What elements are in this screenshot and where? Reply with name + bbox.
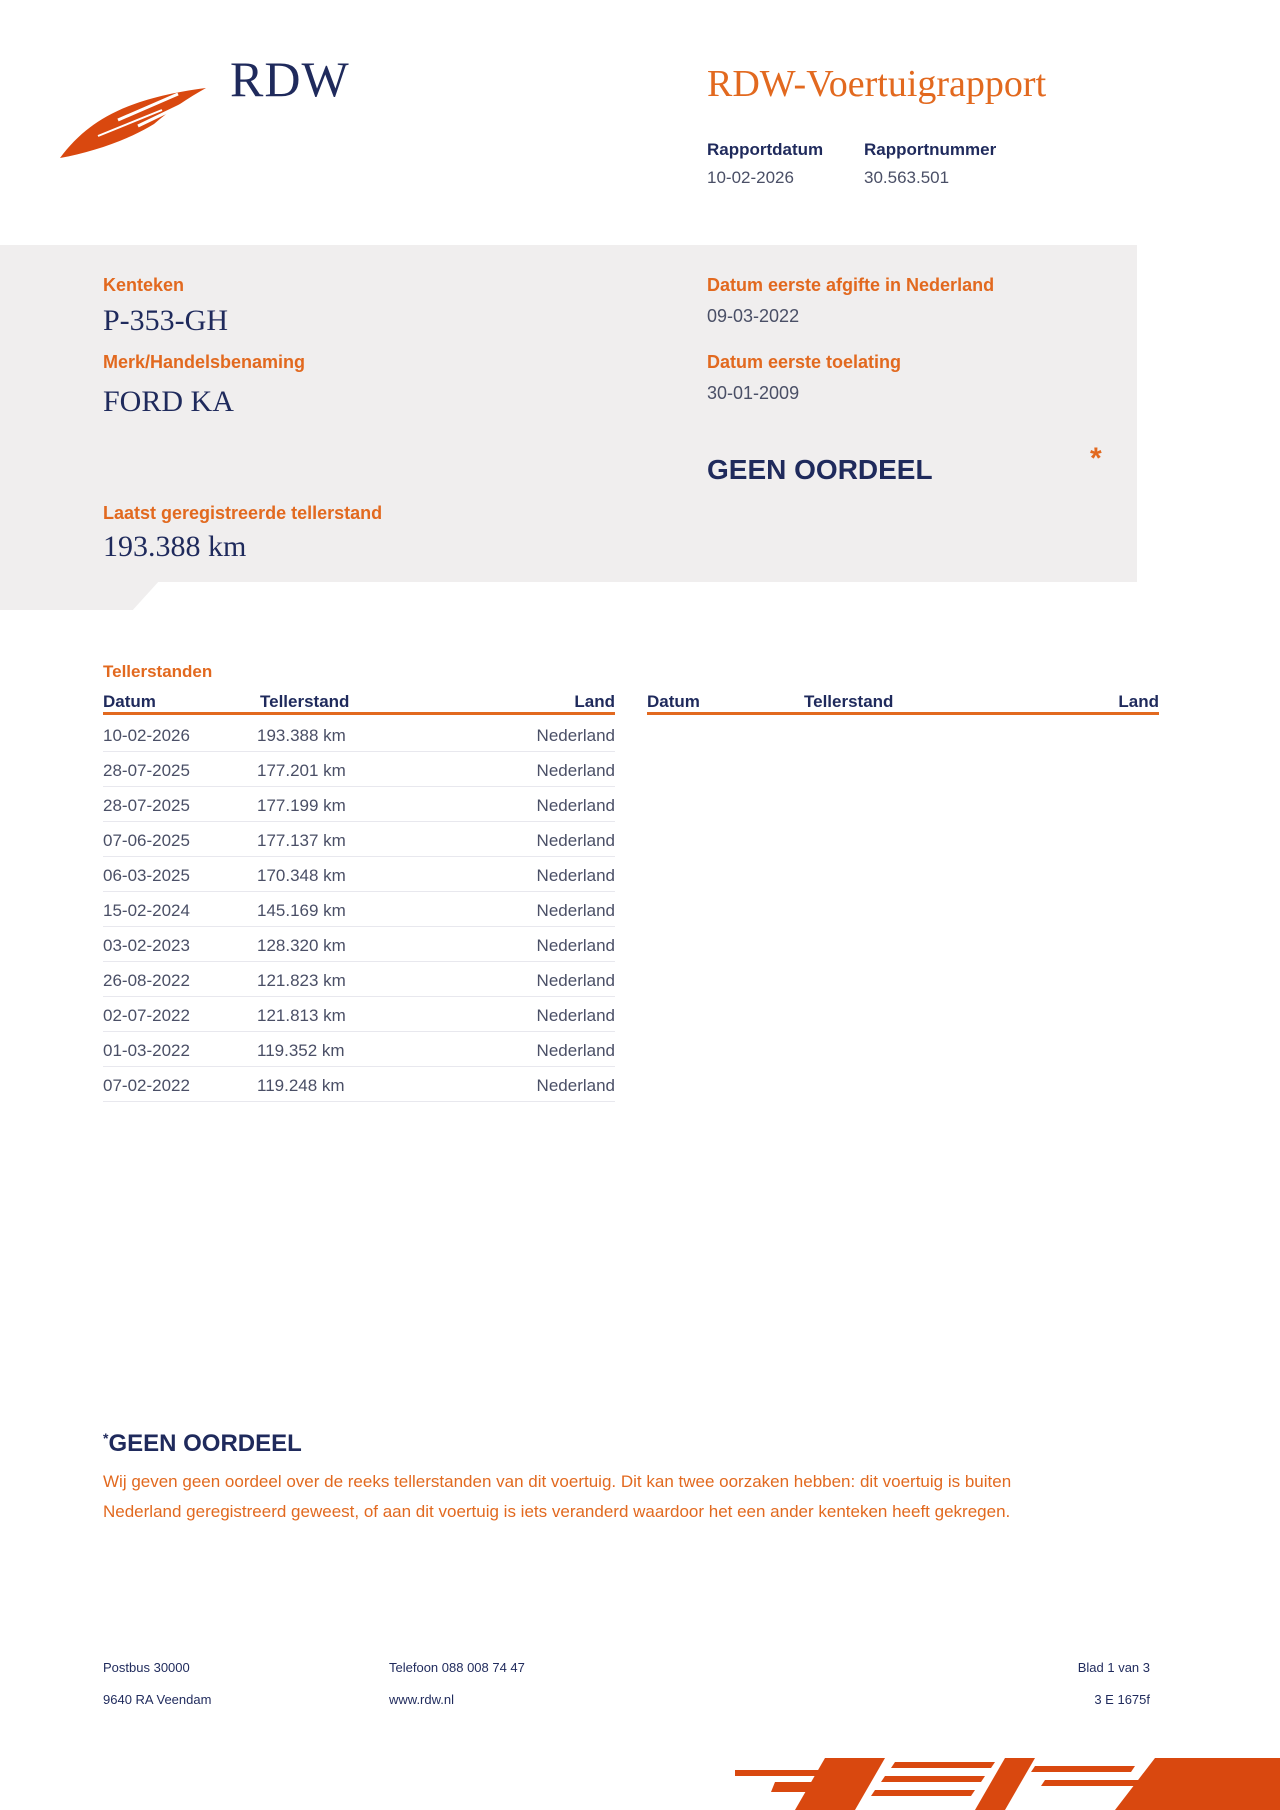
footer-website[interactable]: www.rdw.nl	[389, 1692, 455, 1707]
row-odometer: 121.823 km	[257, 971, 346, 990]
row-country: Nederland	[536, 866, 615, 885]
col-odometer: Tellerstand	[260, 692, 350, 711]
table-row	[103, 962, 615, 997]
table-header-rule	[103, 712, 615, 715]
decorative-stripes-icon	[735, 1758, 1280, 1810]
row-country: Nederland	[536, 761, 615, 780]
row-country: Nederland	[536, 1041, 615, 1060]
note-title-text: GEEN OORDEEL	[108, 1430, 302, 1457]
row-date: 07-06-2025	[103, 831, 190, 850]
row-odometer: 177.137 km	[257, 831, 346, 850]
footer-phone: Telefoon 088 008 74 47	[389, 1660, 525, 1675]
report-date: 10-02-2026	[707, 168, 794, 187]
row-odometer: 193.388 km	[257, 726, 346, 745]
report-title: RDW-Voertuigrapport	[707, 63, 1047, 105]
row-odometer: 170.348 km	[257, 866, 346, 885]
row-date: 28-07-2025	[103, 796, 190, 815]
verdict: GEEN OORDEEL	[707, 454, 933, 485]
logo-text: RDW	[230, 51, 350, 107]
col-date: Datum	[103, 692, 156, 711]
row-odometer: 119.352 km	[257, 1041, 345, 1060]
table-row	[103, 717, 615, 752]
plate-label: Kenteken	[103, 275, 185, 295]
note-text: Wij geven geen oordeel over de reeks tellerstanden van dit voertuig. Dit kan twee oorzaken hebben: dit voertuig is buiten Nederland geregistreerd geweest, of aan dit voertuig is iets veranderd waardoor het een ander kenteken heeft gekregen.	[103, 1472, 1012, 1521]
rdw-logo-icon	[58, 80, 210, 162]
footer-address-line2: 9640 RA Veendam	[103, 1692, 212, 1707]
row-country: Nederland	[536, 901, 615, 920]
row-odometer: 177.201 km	[257, 761, 346, 780]
row-country: Nederland	[536, 1006, 615, 1025]
first-admission-value: 30-01-2009	[707, 383, 800, 403]
col-odometer-right: Tellerstand	[804, 692, 894, 711]
row-country: Nederland	[536, 971, 615, 990]
table-row	[103, 997, 615, 1032]
row-country: Nederland	[536, 1076, 615, 1095]
row-country: Nederland	[536, 936, 615, 955]
note-marker: *	[103, 1430, 109, 1446]
row-odometer: 119.248 km	[257, 1076, 345, 1095]
panel-tab	[0, 580, 160, 610]
readings-table	[103, 717, 615, 1102]
row-odometer: 145.169 km	[257, 901, 346, 920]
col-country: Land	[574, 692, 615, 711]
odometer-value: 193.388 km	[103, 530, 247, 563]
col-date-right: Datum	[647, 692, 700, 711]
footer-address-line1: Postbus 30000	[103, 1660, 190, 1675]
col-country-right: Land	[1118, 692, 1159, 711]
row-date: 15-02-2024	[103, 901, 190, 920]
table-row	[103, 752, 615, 787]
verdict-marker: *	[1090, 442, 1102, 475]
plate-value: P-353-GH	[103, 304, 228, 337]
row-country: Nederland	[536, 831, 615, 850]
row-odometer: 177.199 km	[257, 796, 346, 815]
row-date: 02-07-2022	[103, 1006, 190, 1025]
footer-page: Blad 1 van 3	[1077, 1660, 1150, 1675]
table-row	[103, 787, 615, 822]
row-country: Nederland	[536, 796, 615, 815]
row-date: 10-02-2026	[103, 726, 190, 745]
make-label: Merk/Handelsbenaming	[103, 352, 306, 372]
table-row	[103, 1032, 615, 1067]
report-number-label: Rapportnummer	[864, 140, 997, 159]
make-value: FORD KA	[103, 385, 234, 418]
readings-title: Tellerstanden	[103, 662, 213, 681]
first-nl-value: 09-03-2022	[707, 306, 800, 326]
row-odometer: 121.813 km	[257, 1006, 346, 1025]
first-admission-label: Datum eerste toelating	[707, 352, 902, 372]
row-odometer: 128.320 km	[257, 936, 346, 955]
footer-code: 3 E 1675f	[1094, 1692, 1150, 1707]
report-number: 30.563.501	[864, 168, 950, 187]
row-date: 03-02-2023	[103, 936, 190, 955]
row-country: Nederland	[536, 726, 615, 745]
table-row	[103, 892, 615, 927]
row-date: 06-03-2025	[103, 866, 190, 885]
table-row	[103, 927, 615, 962]
row-date: 28-07-2025	[103, 761, 190, 780]
first-nl-label: Datum eerste afgifte in Nederland	[707, 275, 995, 295]
row-date: 01-03-2022	[103, 1041, 190, 1060]
table-row	[103, 1067, 615, 1102]
row-date: 26-08-2022	[103, 971, 190, 990]
odometer-label: Laatst geregistreerde tellerstand	[103, 503, 383, 523]
report-date-label: Rapportdatum	[707, 140, 824, 159]
table-row	[103, 857, 615, 892]
table-header-rule-right	[647, 712, 1159, 715]
table-row	[103, 822, 615, 857]
row-date: 07-02-2022	[103, 1076, 190, 1095]
note-title	[103, 1430, 302, 1458]
